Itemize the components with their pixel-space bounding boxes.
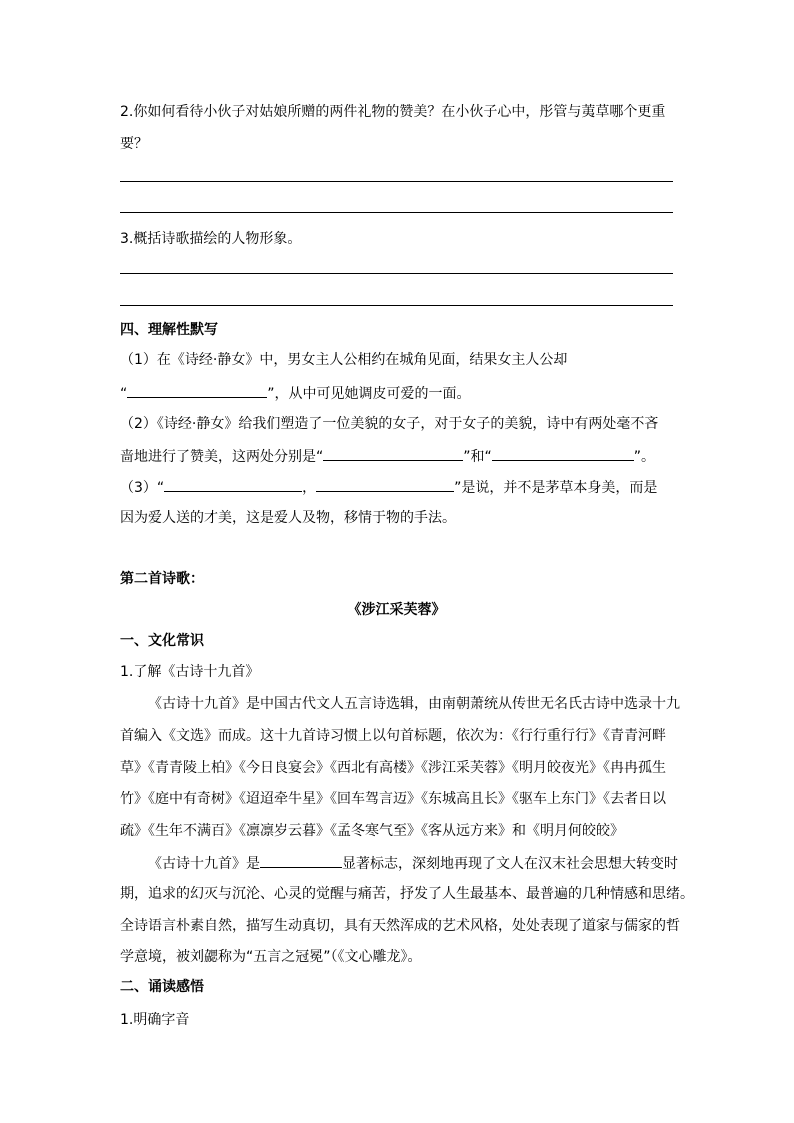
paragraph-line: 草》《青青陵上柏》《今日良宴会》《西北有高楼》《涉江采芙蓉》《明月皎夜光》《冉冉孤生	[120, 760, 666, 776]
fill-item-text: 因为爱人送的才美，这是爱人及物，移情于物的手法。	[120, 510, 456, 526]
fill-item-3-line-1	[120, 477, 680, 498]
paragraph-line	[148, 853, 708, 874]
fill-blank[interactable]	[164, 477, 302, 492]
sub-heading: 1.了解《古诗十九首》	[120, 664, 260, 680]
answer-line[interactable]	[120, 212, 673, 213]
answer-line[interactable]	[120, 305, 673, 306]
question-2-text-cont: 要？	[120, 136, 148, 152]
fill-item-3-line-2	[120, 508, 680, 528]
paragraph-line: 全诗语言朴素自然，描写生动真切，具有天然浑成的艺术风格，处处表现了道家与儒家的哲	[120, 918, 680, 934]
question-2-line-2	[120, 134, 680, 154]
section-heading: 二、诵读感悟	[120, 979, 204, 995]
section-heading: 一、文化常识	[120, 633, 204, 649]
answer-line[interactable]	[120, 273, 673, 274]
fill-item-text: ”是说，并不是茅草本身美，而是	[454, 480, 658, 496]
paragraph-text: 《古诗十九首》是	[148, 856, 260, 872]
paragraph-line: 《古诗十九首》是中国古代文人五言诗选辑，由南朝萧统从传世无名氏古诗中选录十九	[148, 696, 680, 712]
answer-line[interactable]	[120, 181, 673, 182]
quote-mark: “	[120, 386, 128, 402]
fill-item-2-line-2	[120, 446, 680, 467]
fill-item-text: （3）“	[120, 480, 165, 496]
fill-item-text: ”。	[633, 449, 656, 465]
sub-heading: 1.明确字音	[120, 1012, 190, 1028]
fill-item-1-line-2	[120, 383, 680, 404]
second-poem-label: 第二首诗歌：	[120, 571, 204, 587]
paragraph-line: 首编入《文选》而成。这十九首诗习惯上以句首标题，依次为：《行行重行行》《青青河畔	[120, 728, 666, 744]
fill-item-2-line-1	[120, 414, 680, 434]
fill-item-text: （2）《诗经·静女》给我们塑造了一位美貌的女子，对于女子的美貌，诗中有两处毫不吝	[120, 416, 659, 432]
paragraph-text: 显著标志，深刻地再现了文人在汉末社会思想大转变时	[342, 856, 678, 872]
fill-item-text: 啬地进行了赞美，这两处分别是“	[120, 449, 324, 465]
question-3-text: 3.概括诗歌描绘的人物形象。	[120, 231, 302, 247]
fill-blank[interactable]	[316, 477, 454, 492]
fill-item-text: ”，从中可见她调皮可爱的一面。	[267, 386, 471, 402]
fill-item-text: （1）在《诗经·静女》中，男女主人公相约在城角见面，结果女主人公却	[120, 352, 568, 368]
fill-item-text: ”和“	[463, 449, 492, 465]
question-2-text: 2.你如何看待小伙子对姑娘所赠的两件礼物的赞美？在小伙子心中，彤管与荑草哪个更重	[120, 104, 666, 120]
paragraph-line: 疏》《生年不满百》《凛凛岁云暮》《孟冬寒气至》《客从远方来》和《明月何皎皎》	[120, 823, 624, 839]
paragraph-line: 期，追求的幻灭与沉沦、心灵的觉醒与痛苦，抒发了人生最基本、最普遍的几种情感和思绪。	[120, 886, 694, 902]
fill-item-text: ，	[302, 480, 317, 496]
paragraph-line: 竹》《庭中有奇树》《迢迢牵牛星》《回车驾言迈》《东城高且长》《驱车上东门》《去者日以	[120, 791, 666, 807]
question-2-line-1	[120, 102, 680, 122]
section-heading: 四、理解性默写	[120, 322, 218, 338]
fill-blank[interactable]	[127, 383, 267, 398]
poem-title: 《涉江采芙蓉》	[347, 602, 446, 618]
fill-blank[interactable]	[492, 446, 634, 461]
fill-item-1-line-1	[120, 350, 680, 370]
fill-blank[interactable]	[260, 853, 342, 868]
paragraph-line: 学意境，被刘勰称为“五言之冠冕”（《文心雕龙》。	[120, 949, 422, 965]
question-3	[120, 229, 680, 249]
fill-blank[interactable]	[323, 446, 463, 461]
